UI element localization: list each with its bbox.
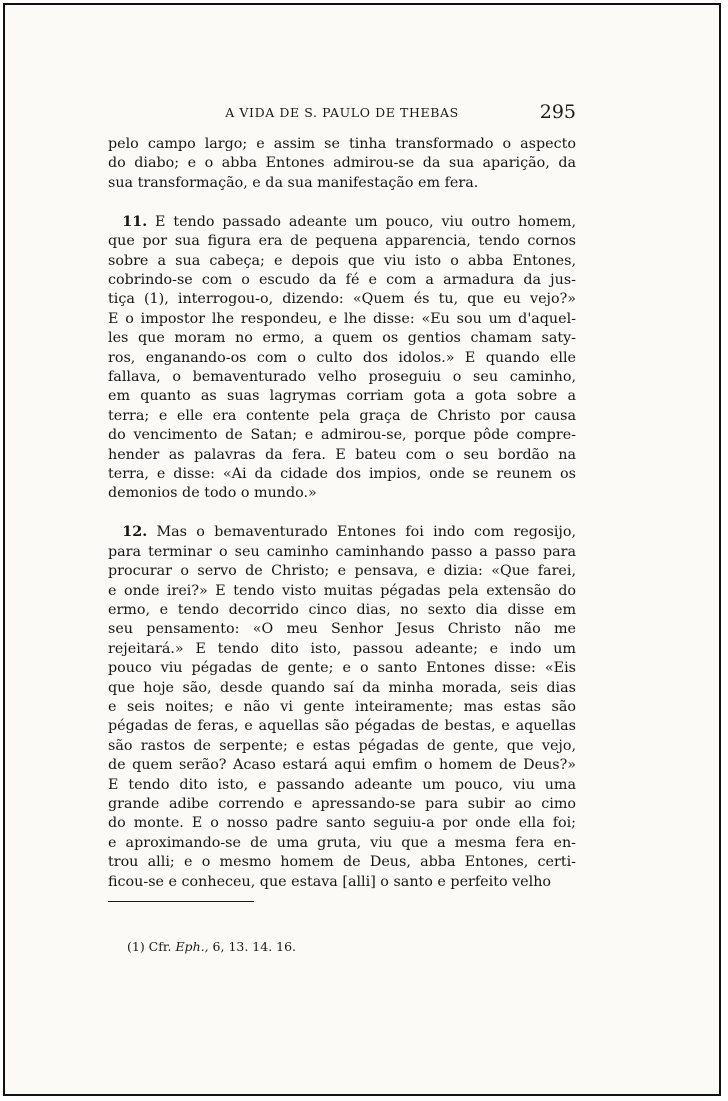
text-line: do vencimento de Satan; e admirou-se, porque pôde compre- [108, 427, 576, 444]
book-page [3, 3, 721, 1096]
paragraph-continuation [108, 135, 576, 193]
text-line: fallava, o bemaventurado velho proseguiu o seu caminho, [108, 368, 576, 385]
text-line: que hoje são, desde quando saí da minha morada, seis dias [108, 679, 576, 696]
text-line-first [108, 213, 576, 232]
text-line: terra, e disse: «Ai da cidade dos impios, onde se reunem os [108, 466, 576, 482]
page-number: 295 [539, 101, 576, 123]
paragraph-gap [108, 504, 576, 524]
text-line: rejeitará.» E tendo dito isto, passou adeante; e indo um [108, 640, 576, 657]
text-line: que por sua figura era de pequena apparencia, tendo cornos [108, 233, 576, 250]
text-line: seu pensamento: «O meu Senhor Jesus Christo não me [108, 621, 576, 638]
text-line: hender as palavras da fera. E bateu com o seu bordão na [108, 446, 576, 463]
text-line: grande adibe correndo e apressando-se para subir ao cimo [108, 796, 576, 812]
text-line: pouco viu pégadas de gente; e o santo Entones disse: «Eis [108, 660, 576, 677]
text-line: do diabo; e o abba Entones admirou-se da sua aparição, da [108, 155, 576, 172]
footnote-work: Eph., [175, 939, 209, 954]
text-line: sobre a sua cabeça; e depois que viu isto o abba Entones, [108, 252, 576, 269]
text-line: ficou-se e conheceu, que estava [alli] o santo e perfeito velho [108, 873, 552, 890]
paragraph-number: 11. [122, 213, 148, 230]
text-line: cobrindo-se com o escudo da fé e com a armadura da jus- [108, 271, 576, 288]
running-title: A VIDA DE S. PAULO DE THEBAS [225, 105, 459, 120]
text-line: E tendo dito isto, e passando adeante um pouco, viu uma [108, 776, 576, 793]
text-line: são rastos de serpente; e estas pégadas de gente, que vejo, [108, 737, 576, 754]
text-line: pelo campo largo; e assim se tinha transformado o aspecto [108, 136, 576, 152]
text-line: demonios de todo o mundo.» [108, 485, 317, 502]
first-line-text: Mas o bemaventurado Entones foi indo com regosijo, [156, 524, 576, 541]
page-header [108, 101, 576, 127]
text-line: pégadas de feras, e aquellas são pégadas de bestas, e aquellas [108, 718, 576, 735]
text-line: ros, enganando-os com o culto dos idolos.» E quando elle [108, 349, 576, 366]
text-line: ermo, e tendo decorrido cinco dias, no sexto dia disse em [108, 601, 576, 618]
text-line: e aproximando-se de uma gruta, viu que a mesma fera en- [108, 834, 576, 851]
body-text [108, 135, 576, 892]
first-line-text: E tendo passado adeante um pouco, viu outro homem, [155, 213, 577, 230]
text-line-first [108, 523, 576, 542]
text-line: e onde irei?» E tendo visto muitas pégadas pela extensão do [108, 582, 576, 599]
text-line: E o impostor lhe respondeu, e lhe disse: «Eu sou um d'aquel- [108, 310, 576, 327]
text-line: trou alli; e o mesmo homem de Deus, abba Entones, certi- [108, 854, 576, 871]
text-line: tiça (1), interrogou-o, dizendo: «Quem és tu, que eu vejo?» [108, 291, 576, 308]
text-line: terra; e elle era contente pela graça de Christo por causa [108, 407, 576, 424]
text-line: e seis noites; e não vi gente inteiramente; mas estas são [108, 698, 576, 715]
text-line: procurar o servo de Christo; e pensava, e dizia: «Que farei, [108, 563, 576, 580]
footnote-marker: (1) Cfr. [127, 939, 172, 954]
text-line: em quanto as suas lagrymas corriam gota a gota sobre a [108, 388, 576, 405]
paragraph-12 [108, 523, 576, 892]
footnote-divider [108, 901, 254, 902]
text-line: les que moram no ermo, a quem os gentios chamam saty- [108, 330, 576, 347]
paragraph-11 [108, 213, 576, 504]
text-line: de quem serão? Acaso estará aqui emfim o homem de Deus?» [108, 757, 576, 774]
text-line: do monte. E o nosso padre santo seguiu-a por onde ella foi; [108, 815, 576, 832]
paragraph-gap [108, 193, 576, 213]
footnote-reference: 6, 13. 14. 16. [212, 939, 297, 954]
paragraph-number: 12. [122, 524, 148, 541]
text-line: sua transformação, e da sua manifestação em fera. [108, 174, 479, 191]
footnote [127, 939, 296, 954]
text-line: para terminar o seu caminho caminhando passo a passo para [108, 543, 576, 560]
